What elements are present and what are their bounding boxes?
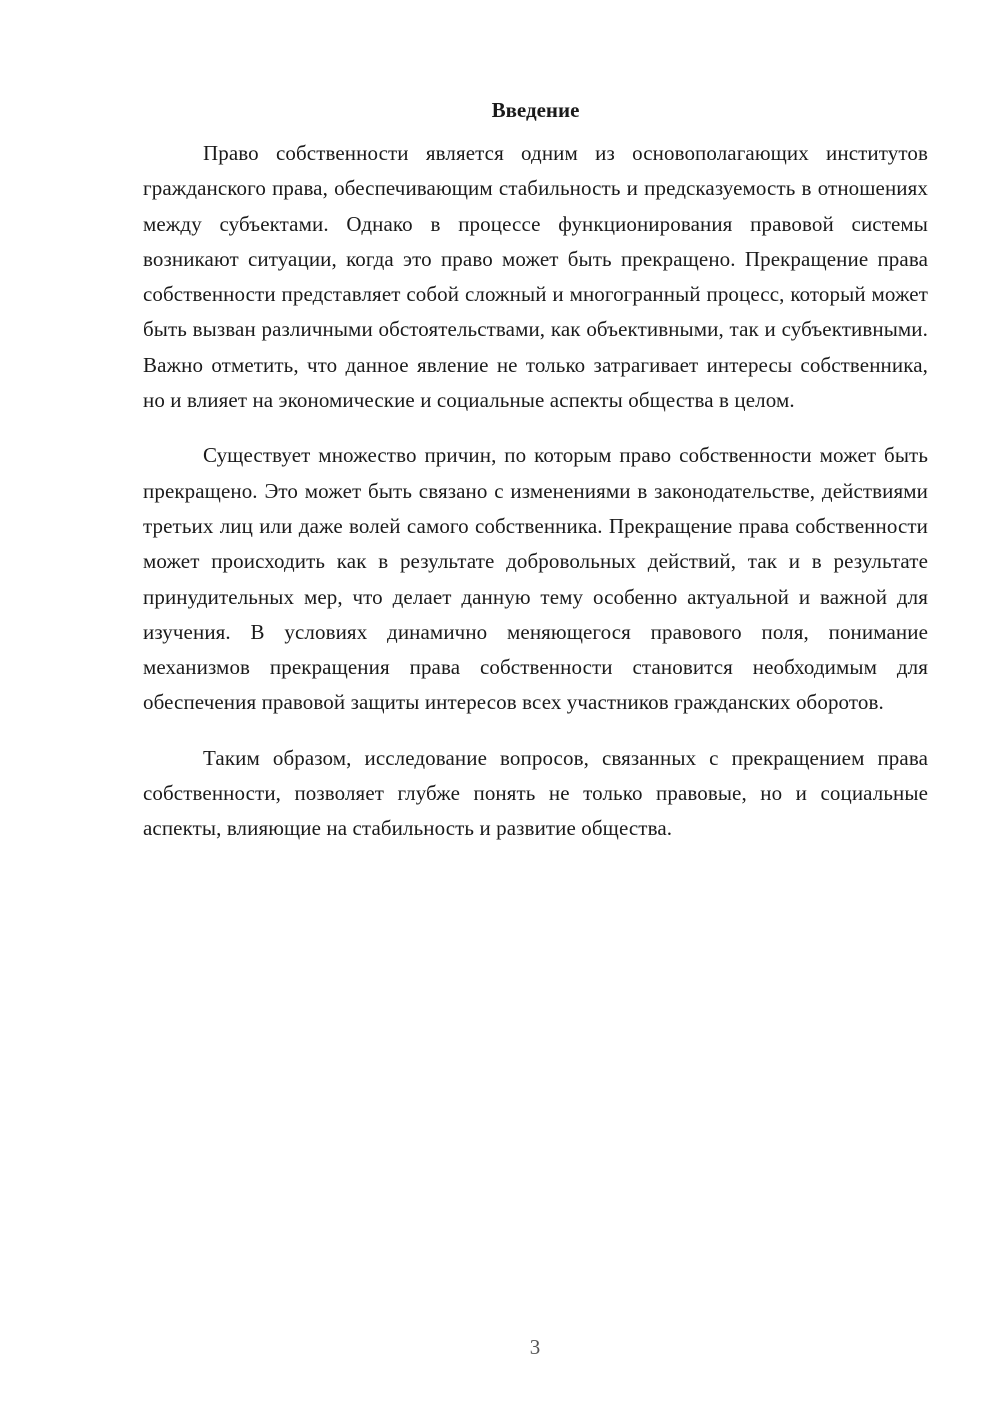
paragraph-3: Таким образом, исследование вопросов, связанных с прекращением права собственности, позволяет глубже понять не только правовые, но и социальные аспекты, влияющие на стабильность и развитие общества. xyxy=(143,745,928,841)
paragraph-2: Существует множество причин, по которым право собственности может быть прекращено. Это может быть связано с изменениями в законодательстве, действиями третьих лиц или даже волей самого собственника. Прекращение права собственности может происходить как в результате добровольных действий, так и в результате принудительных мер, что делает данную тему особенно актуальной и важной для изучения. В условиях динамично меняющегося правового поля, понимание механизмов прекращения права собственности становится необходимым для обеспечения правовой защиты интересов всех участников гражданских оборотов. xyxy=(143,443,928,715)
paragraph-1: Право собственности является одним из основополагающих институтов гражданского права, обеспечивающим стабильность и предсказуемость в отношениях между субъектами. Однако в процессе функционирования правовой системы возникают ситуации, когда это право может быть прекращено. Прекращение права собственности представляет собой сложный и многогранный процесс, который может быть вызван различными обстоятельствами, как объективными, так и субъективными. Важно отметить, что данное явление не только затрагивает интересы собственника, но и влияет на экономические и социальные аспекты общества в целом. xyxy=(143,141,928,413)
section-heading: Введение xyxy=(491,98,580,122)
page-number: 3 xyxy=(529,1335,541,1359)
document-body xyxy=(143,95,928,867)
